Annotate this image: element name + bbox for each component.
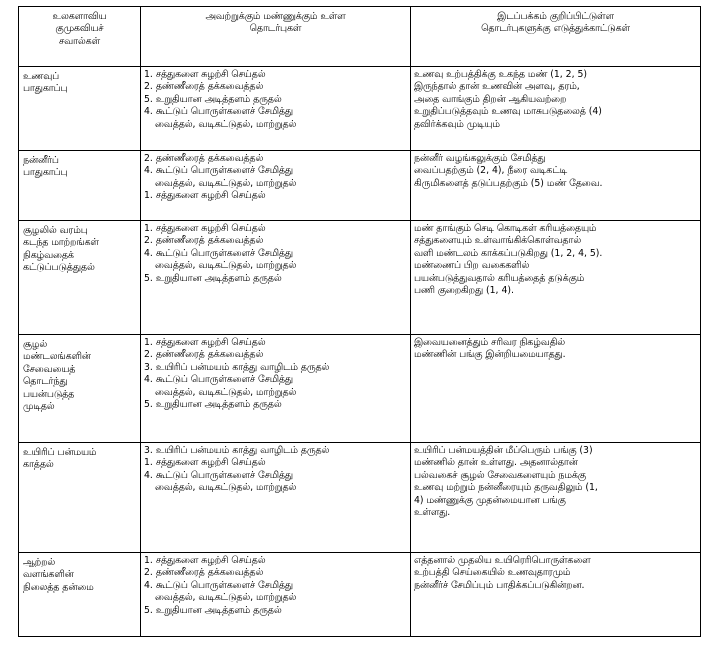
link-item-text: 5. உறுதியான அடித்தளம் தருதல் <box>144 93 282 105</box>
link-item-continuation: வைத்தல், வடிகட்டுதல், மாற்றுதல் <box>155 592 297 604</box>
links-cell <box>141 221 411 335</box>
link-item-continuation: வைத்தல், வடிகட்டுதல், மாற்றுதல் <box>155 260 297 272</box>
challenge-cell: நன்னீர்ப் பாதுகாப்பு <box>19 151 141 221</box>
link-item-text: 4. கூட்டுப் பொருள்களைச் சேமித்து <box>144 106 293 118</box>
links-cell <box>141 553 411 637</box>
link-item-continuation: வைத்தல், வடிகட்டுதல், மாற்றுதல் <box>155 482 297 494</box>
table-row <box>19 335 701 443</box>
link-item-text: 1. சத்துகளை சுழற்சி செய்தல் <box>144 337 266 348</box>
example-cell: மண் தாங்கும் செடி கொடிகள் கரியத்தையும் சத்துகளையும் உள்வாங்கிக்கொள்வதால் வளி மண்டலம் காக்கப்படுகிறது (1, 2, 4, 5). மண்ணைப் பிற வகைகளில் பயன்படுத்துவதால் கரியத்தைத் தடுக்கும் பணி குறைகிறது (1, 4). <box>411 221 701 335</box>
link-item <box>144 165 407 190</box>
link-item <box>144 153 407 165</box>
links-list <box>144 555 407 617</box>
link-item <box>144 190 407 202</box>
link-item-text: 1. சத்துகளை சுழற்சி செய்தல் <box>144 457 266 469</box>
link-item-continuation: வைத்தல், வடிகட்டுதல், மாற்றுதல் <box>155 118 297 130</box>
example-cell: உணவு உற்பத்திக்கு உகந்த மண் (1, 2, 5) இருந்தால் தான் உணவின் அளவு, தரம், அதை வாங்கும் திறன் ஆகியவற்றை உறுதிப்படுத்தவும் உணவு மாசுபடுதலைத் (4) தவிர்க்கவும் முடியும் <box>411 67 701 151</box>
link-item <box>144 555 407 567</box>
links-cell <box>141 443 411 553</box>
link-item-text: 5. உறுதியான அடித்தளம் தருதல் <box>144 604 282 616</box>
links-list <box>144 153 407 203</box>
link-item-text: 2. தண்ணீரைத் தக்கவைத்தல் <box>144 81 264 93</box>
links-cell <box>141 151 411 221</box>
links-list <box>144 445 407 495</box>
link-item <box>144 605 407 617</box>
link-item-text: 4. கூட்டுப் பொருள்களைச் சேமித்து <box>144 165 293 177</box>
link-item-text: 5. உறுதியான அடித்தளம் தருதல் <box>144 399 282 411</box>
challenge-cell: சூழல் மண்டலங்களின் சேவையைத் தொடர்ந்து பயன்படுத்த முடிதல் <box>19 335 141 443</box>
link-item <box>144 580 407 605</box>
link-item <box>144 235 407 247</box>
link-item-text: 1. சத்துகளை சுழற்சி செய்தல் <box>144 555 266 566</box>
link-item <box>144 337 407 349</box>
link-item-text: 1. சத்துகளை சுழற்சி செய்தல் <box>144 223 266 234</box>
table-row <box>19 221 701 335</box>
table-row <box>19 67 701 151</box>
link-item-continuation: வைத்தல், வடிகட்டுதல், மாற்றுதல் <box>155 386 297 398</box>
link-item <box>144 106 407 131</box>
links-list <box>144 337 407 411</box>
link-item <box>144 470 407 495</box>
link-item <box>144 362 407 374</box>
header-challenges: உலகளாவிய குமுகவியச் சவால்கள் <box>19 7 141 67</box>
link-item <box>144 248 407 273</box>
challenge-cell: உணவுப் பாதுகாப்பு <box>19 67 141 151</box>
links-cell <box>141 67 411 151</box>
link-item-text: 2. தண்ணீரைத் தக்கவைத்தல் <box>144 567 264 579</box>
links-cell <box>141 335 411 443</box>
soil-challenges-table <box>18 6 701 637</box>
table-body <box>19 67 701 637</box>
links-list <box>144 223 407 285</box>
header-links: அவற்றுக்கும் மண்ணுக்கும் உள்ள தொடர்புகள் <box>141 7 411 67</box>
example-cell: இவையனைத்தும் சரிவர நிகழ்வதில் மண்ணின் பங்கு இன்றியமையாதது. <box>411 335 701 443</box>
table-header-row <box>19 7 701 67</box>
link-item-text: 4. கூட்டுப் பொருள்களைச் சேமித்து <box>144 247 293 259</box>
example-cell: எத்தனால் முதலிய உயிரெரிபொருள்களை உற்பத்தி செய்கையில் உணவுதாரமும் நன்னீர்ச் சேமிப்பும் பாதிக்கப்படுகின்றன. <box>411 553 701 637</box>
link-item <box>144 457 407 469</box>
links-list <box>144 69 407 131</box>
challenge-cell: ஆற்றல் வளங்களின் நிலைத்த தன்மை <box>19 553 141 637</box>
link-item-text: 2. தண்ணீரைத் தக்கவைத்தல் <box>144 349 264 361</box>
table-row <box>19 553 701 637</box>
link-item-text: 1. சத்துகளை சுழற்சி செய்தல் <box>144 190 266 202</box>
example-cell: நன்னீர் வழங்கலுக்கும் சேமித்து வைப்பதற்கும் (2, 4), நீரை வடிகட்டி கிருமிகளைத் தடுப்பதற்கும் (5) மண் தேவை. <box>411 151 701 221</box>
link-item-text: 5. உறுதியான அடித்தளம் தருதல் <box>144 272 282 284</box>
challenge-cell: சூழலில் வரம்பு கடந்த மாற்றங்கள் நிகழ்வதைக் கட்டுப்படுத்துதல் <box>19 221 141 335</box>
link-item <box>144 374 407 399</box>
link-item-text: 4. கூட்டுப் பொருள்களைச் சேமித்து <box>144 374 293 386</box>
link-item <box>144 81 407 93</box>
link-item-text: 4. கூட்டுப் பொருள்களைச் சேமித்து <box>144 469 293 481</box>
link-item-text: 3. உயிரிப் பன்மயம் காத்து வாழிடம் தருதல் <box>144 361 330 373</box>
link-item-continuation: வைத்தல், வடிகட்டுதல், மாற்றுதல் <box>155 177 297 189</box>
link-item <box>144 445 407 457</box>
link-item-text: 2. தண்ணீரைத் தக்கவைத்தல் <box>144 235 264 247</box>
link-item <box>144 399 407 411</box>
link-item <box>144 273 407 285</box>
table-row <box>19 443 701 553</box>
link-item <box>144 567 407 579</box>
table-row <box>19 151 701 221</box>
link-item <box>144 69 407 81</box>
link-item <box>144 94 407 106</box>
link-item <box>144 223 407 235</box>
link-item-text: 3. உயிரிப் பன்மயம் காத்து வாழிடம் தருதல் <box>144 445 330 456</box>
link-item-text: 4. கூட்டுப் பொருள்களைச் சேமித்து <box>144 579 293 591</box>
link-item-text: 2. தண்ணீரைத் தக்கவைத்தல் <box>144 153 264 164</box>
header-examples: இடப்பக்கம் குறிப்பிட்டுள்ள தொடர்புகளுக்கு எடுத்துக்காட்டுகள் <box>411 7 701 67</box>
link-item <box>144 349 407 361</box>
challenge-cell: உயிரிப் பன்மயம் காத்தல் <box>19 443 141 553</box>
example-cell: உயிரிப் பன்மயத்தின் மீப்பெரும் பங்கு (3) மண்ணில் தான் உள்ளது. அதனால்தான் பல்வகைச் சூழல் சேவைகளையும் நமக்கு உணவு மற்றும் நன்னீரையும் தருவதிலும் (1, 4) மண்ணுக்கு முதன்மையான பங்கு உள்ளது. <box>411 443 701 553</box>
link-item-text: 1. சத்துகளை சுழற்சி செய்தல் <box>144 69 266 80</box>
